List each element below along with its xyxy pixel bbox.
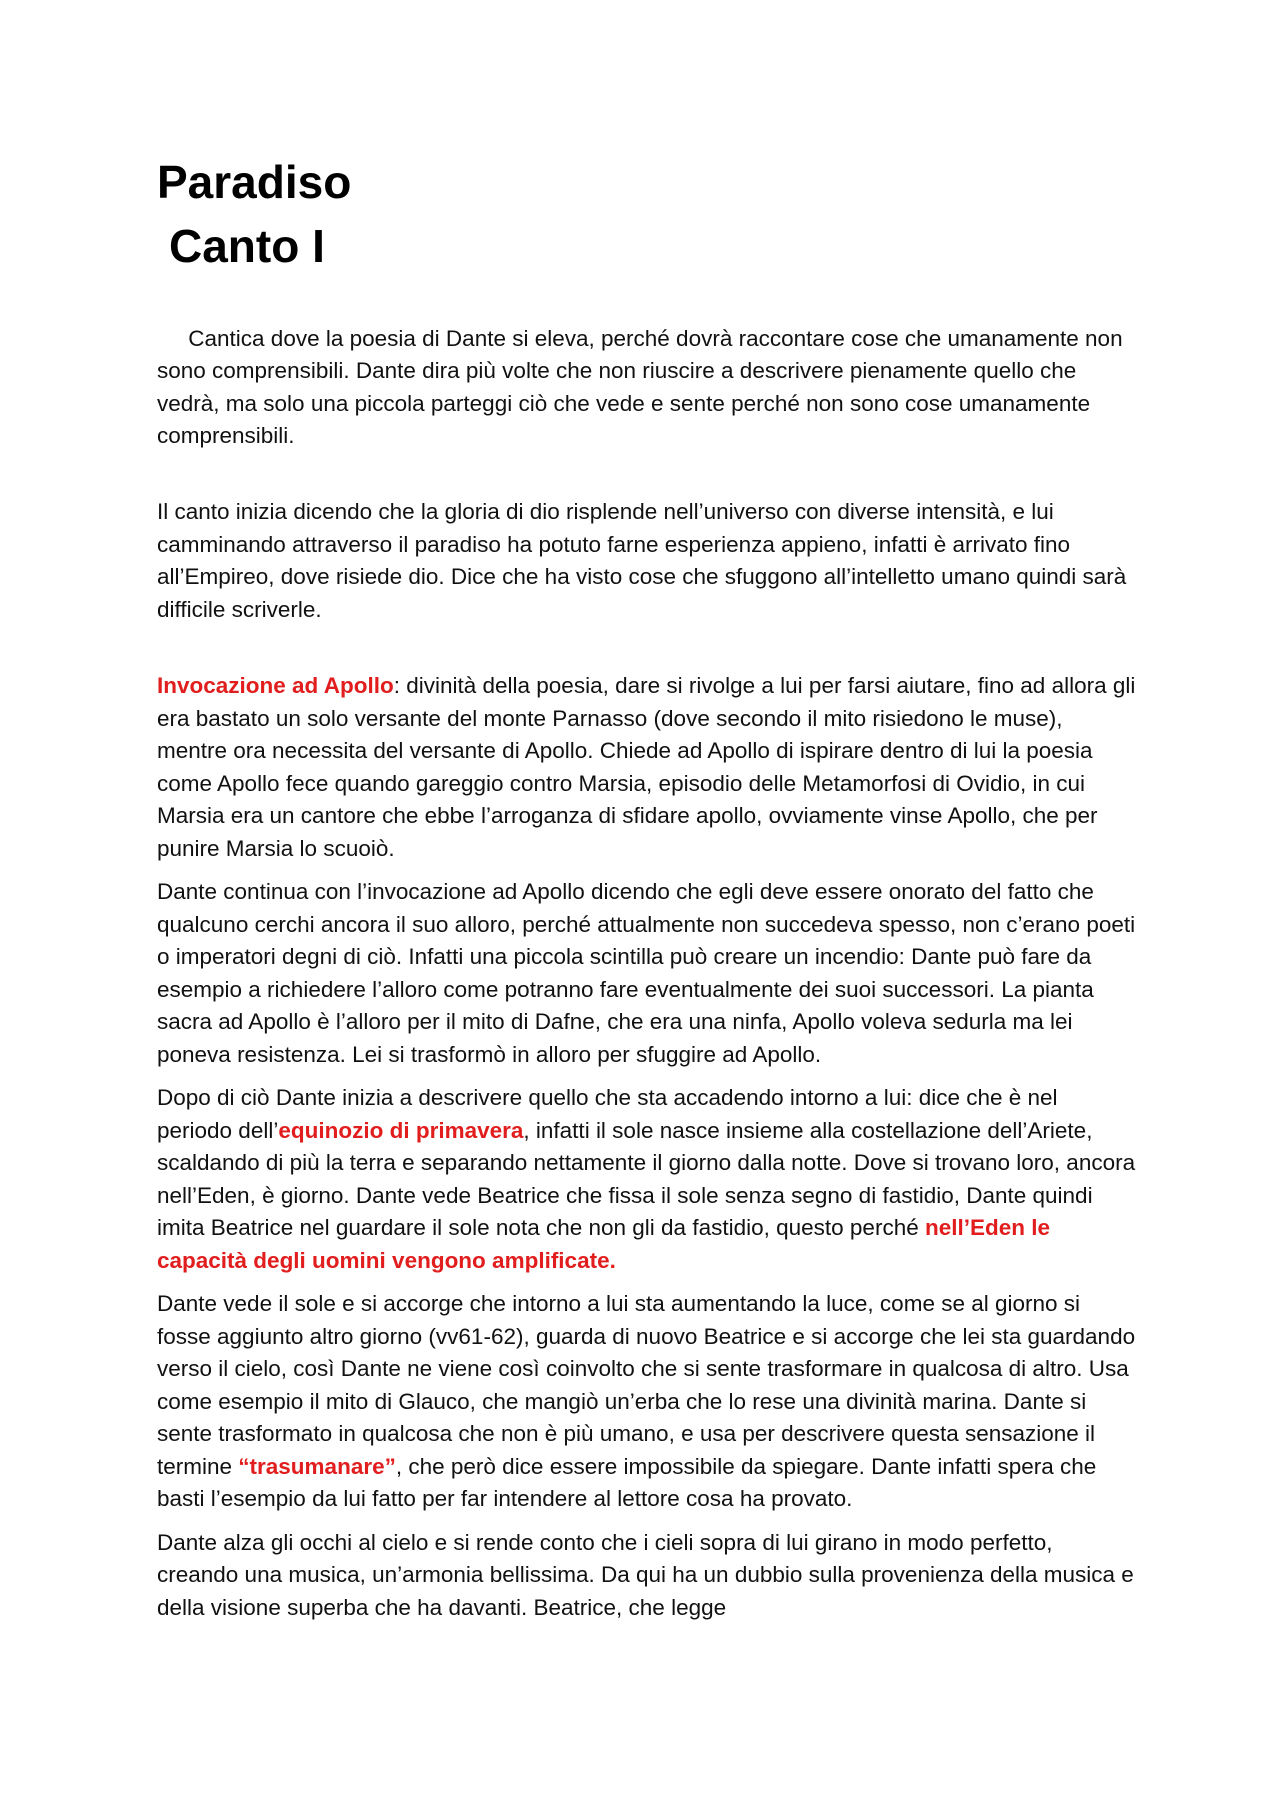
paragraph-text: Dante vede il sole e si accorge che intorno a lui sta aumentando la luce, come se al giorno si fosse aggiunto altro giorno (vv61-62), guarda di nuovo Beatrice e si accorge che lei sta guardando verso il cielo, così Dante ne viene così coinvolto che si sente trasformare in qualcosa di altro. Usa come esempio il mito di Glauco, che mangiò un’erba che lo rese una divinità marina. Dante si sente trasformato in qualcosa che non è più umano, e usa per descrivere questa sensazione il termine <box>157 1291 1136 1479</box>
document-page <box>157 150 1137 1624</box>
paragraph-text: , che però dice essere impossibile da spiegare. Dante infatti spera che basti l’esempio da lui fatto per far intendere al lettore cosa ha provato. <box>157 1453 1097 1511</box>
paragraph-text: : divinità della poesia, dare si rivolge a lui per farsi aiutare, fino ad allora gli era bastato un solo versante del monte Parnasso (dove secondo il mito risiedono le muse), mentre ora necessita del versante di Apollo. Chiede ad Apollo di ispirare dentro di lui la poesia come Apollo fece quando gareggio contro Marsia, episodio delle Metamorfosi di Ovidio, in cui Marsia era un cantore che ebbe l’arroganza di sfidare apollo, ovviamente vinse Apollo, che per punire Marsia lo scuoiò. <box>157 673 1136 861</box>
paragraph-canto-start <box>157 496 1137 626</box>
highlight-invocazione: Invocazione ad Apollo <box>157 673 394 698</box>
paragraph-intro <box>157 290 1137 485</box>
highlight-equinozio: equinozio di primavera <box>278 1117 524 1143</box>
highlight-eden: nell’Eden le capacità degli uomini vengono amplificate. <box>157 1215 1051 1273</box>
paragraph-cieli <box>157 1527 1137 1625</box>
document-subtitle: Canto I <box>169 220 325 272</box>
paragraph-text: Dopo di ciò Dante inizia a descrivere quello che sta accadendo intorno a lui: dice che è nel periodo dell’ <box>157 1085 1058 1143</box>
paragraph-text: Dante alza gli occhi al cielo e si rende conto che i cieli sopra di lui girano in modo perfetto, creando una musica, un’armonia bellissima. Da qui ha un dubbio sulla provenienza della musica e della visione superba che ha davanti. Beatrice, che legge <box>157 1529 1134 1620</box>
highlight-trasumanare: “trasumanare” <box>238 1453 396 1479</box>
document-title: Paradiso <box>157 156 352 208</box>
paragraph-text: Il canto inizia dicendo che la gloria di dio risplende nell’universo con diverse intensità, e lui camminando attraverso il paradiso ha potuto farne esperienza appieno, infatti è arrivato fino all’Empireo, dove risiede dio. Dice che ha visto cose che sfuggono all’intelletto umano quindi sarà difficile scriverle. <box>157 499 1127 622</box>
paragraph-equinozio <box>157 1082 1137 1277</box>
paragraph-alloro <box>157 876 1137 1071</box>
paragraph-invocazione <box>157 670 1137 865</box>
paragraph-text: Cantica dove la poesia di Dante si eleva, perché dovrà raccontare cose che umanamente non sono comprensibili. Dante dira più volte che non riuscire a descrivere pienamente quello che vedrà, ma solo una piccola parteggi ciò che vede e sente perché non sono cose umanamente comprensibili. <box>157 325 1129 448</box>
paragraph-text: Dante continua con l’invocazione ad Apollo dicendo che egli deve essere onorato del fatto che qualcuno cerchi ancora il suo alloro, perché attualmente non succedeva spesso, non c’erano poeti o imperatori degni di ciò. Infatti una piccola scintilla può creare un incendio: Dante può fare da esempio a richiedere l’alloro come potranno fare eventualmente dei suoi successori. La pianta sacra ad Apollo è l’alloro per il mito di Dafne, che era una ninfa, Apollo voleva sedurla ma lei poneva resistenza. Lei si trasformò in alloro per sfuggire ad Apollo. <box>157 879 1136 1067</box>
paragraph-trasumanare <box>157 1288 1137 1516</box>
paragraph-text: , infatti il sole nasce insieme alla costellazione dell’Ariete, scaldando di più la terra e separando nettamente il giorno dalla notte. Dove si trovano loro, ancora nell’Eden, è giorno. Dante vede Beatrice che fissa il sole senza segno di fastidio, Dante quindi imita Beatrice nel guardare il sole nota che non gli da fastidio, questo perché <box>157 1117 1136 1240</box>
